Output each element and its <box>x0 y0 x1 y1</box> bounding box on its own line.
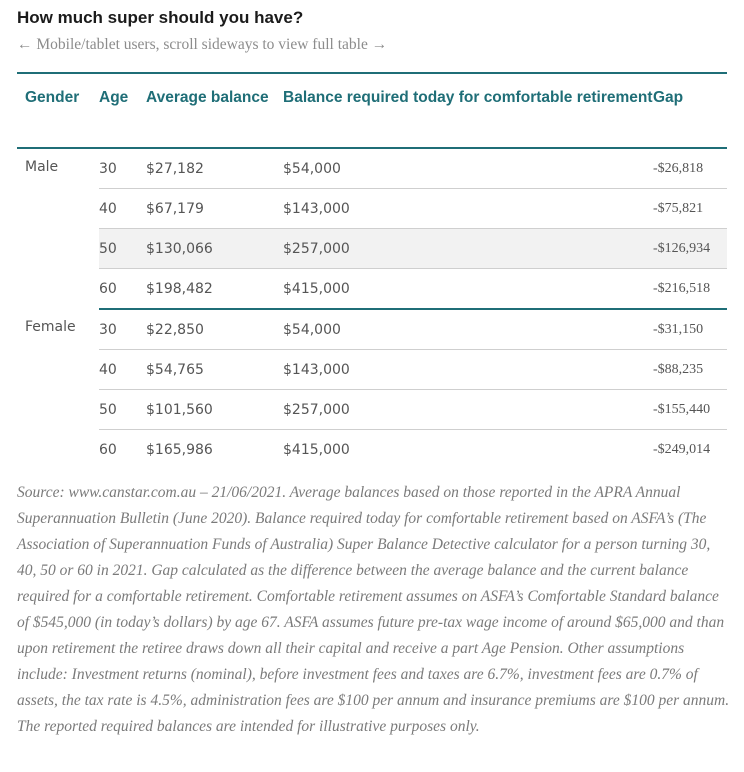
age-cell: 40 <box>99 350 146 390</box>
gender-cell-female: Female <box>25 319 76 335</box>
required-balance-cell: $143,000 <box>283 350 653 390</box>
header-gender: Gender <box>25 89 80 106</box>
average-balance-cell: $22,850 <box>146 309 283 350</box>
age-cell: 50 <box>99 229 146 269</box>
required-balance-cell: $415,000 <box>283 269 653 310</box>
required-balance-cell: $257,000 <box>283 390 653 430</box>
gap-cell: -$155,440 <box>653 390 727 430</box>
gap-cell: -$126,934 <box>653 229 727 269</box>
table-row <box>17 430 727 470</box>
gap-cell: -$216,518 <box>653 269 727 310</box>
average-balance-cell: $67,179 <box>146 189 283 229</box>
gender-cell-male: Male <box>25 159 59 175</box>
header-balance-required: Balance required today for comfortable retirement <box>283 89 653 106</box>
required-balance-cell: $415,000 <box>283 441 350 458</box>
gap-cell: -$31,150 <box>653 309 727 350</box>
average-balance-cell: $27,182 <box>146 148 283 189</box>
gap-cell: -$249,014 <box>653 441 711 457</box>
average-balance-cell: $165,986 <box>146 441 213 458</box>
required-balance-cell: $54,000 <box>283 309 653 350</box>
age-cell: 30 <box>99 148 146 189</box>
header-average-balance: Average balance <box>146 89 269 106</box>
gap-cell: -$26,818 <box>653 148 727 189</box>
table-row <box>17 269 727 310</box>
table-row <box>17 350 727 390</box>
age-cell: 30 <box>99 309 146 350</box>
scroll-hint: ← Mobile/tablet users, scroll sideways to view full table → <box>17 36 388 53</box>
table-row <box>17 309 727 350</box>
table-row <box>17 189 727 229</box>
required-balance-cell: $257,000 <box>283 229 653 269</box>
header-age: Age <box>99 89 129 106</box>
header-gap: Gap <box>653 89 684 106</box>
age-cell: 60 <box>99 441 117 458</box>
super-balance-table <box>17 72 727 469</box>
average-balance-cell: $101,560 <box>146 390 283 430</box>
required-balance-cell: $54,000 <box>283 148 653 189</box>
average-balance-cell: $130,066 <box>146 229 283 269</box>
average-balance-cell: $198,482 <box>146 269 283 310</box>
age-cell: 40 <box>99 189 146 229</box>
table-row <box>17 390 727 430</box>
age-cell: 60 <box>99 269 146 310</box>
table-header-row <box>17 73 727 148</box>
gap-cell: -$75,821 <box>653 189 727 229</box>
source-note: Source: www.canstar.com.au – 21/06/2021. Average balances based on those reported in the APRA Annual Superannuation Bulletin (June 2020). Balance required today for comfortable retirement based on ASFA’s (The Association of Superannuation Funds of Australia) Super Balance Detective calculator for a person turning 30, 40, 50 or 60 in 2021. Gap calculated as the difference between the average balance and the current balance required for a comfortable retirement. Comfortable retirement assumes on ASFA’s Comfortable Standard balance of $545,000 (in today’s dollars) by age 67. ASFA assumes future pre-tax wage income of around $65,000 and than upon retirement the retiree draws down all their capital and receive a part Age Pension. Other assumptions include: Investment returns (nominal), before investment fees and taxes are 6.7%, investment fees are 0.7% of assets, the tax rate is 4.5%, administration fees are $100 per annum and insurance premiums are $100 per annum. The reported required balances are intended for illustrative purposes only. <box>17 484 730 735</box>
gap-cell: -$88,235 <box>653 350 727 390</box>
table-title: How much super should you have? <box>17 8 304 27</box>
required-balance-cell: $143,000 <box>283 189 653 229</box>
table-row <box>17 229 727 269</box>
age-cell: 50 <box>99 390 146 430</box>
table-row <box>17 148 727 189</box>
average-balance-cell: $54,765 <box>146 350 283 390</box>
